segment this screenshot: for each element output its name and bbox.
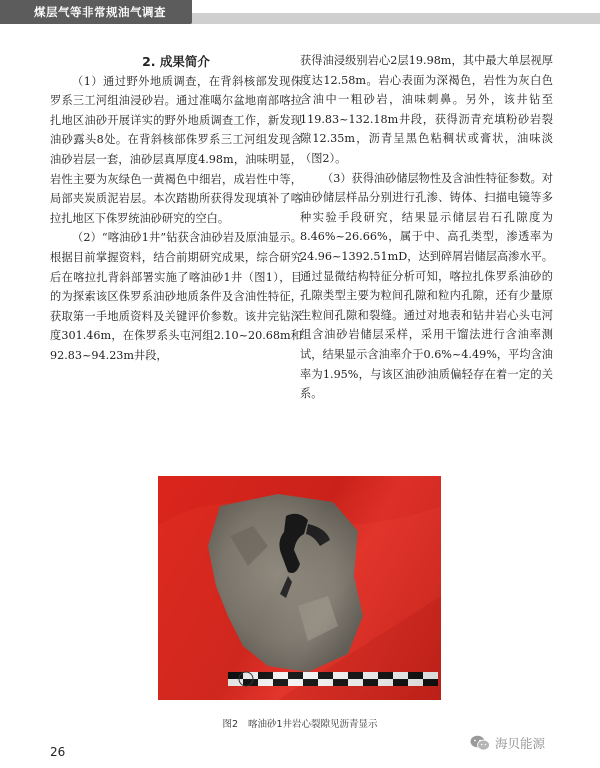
page-number: 26 <box>50 745 66 759</box>
running-header <box>0 0 600 24</box>
photo-shading <box>158 476 441 700</box>
watermark-text: 海贝能源 <box>495 736 546 751</box>
core-photo <box>158 476 441 700</box>
figure-caption <box>0 716 600 730</box>
paragraph-2-part1: （2）“喀油砂1井”钻获含油砂岩及原油显示。根据目前掌握资料，结合前期研究成果，综合研究后在喀拉扎背斜部署实施了喀油砂1井（图1），目的为探索该区侏罗系油砂地质条件及含油性特征，获取第一手地质资料及关键评价参数。该井完钻深度301.46m，在侏罗系头屯河组2.10~20.68m和92.83~94.23m井段， <box>50 231 302 362</box>
section-title: 2. 成果简介 <box>142 54 210 69</box>
figure-number: 图2 <box>222 719 238 730</box>
figure-caption-text: 喀油砂1井岩心裂隙见沥青显示 <box>248 719 378 730</box>
left-column <box>50 52 302 366</box>
right-column <box>300 51 553 404</box>
paragraph-1: （1）通过野外地质调查，在背斜核部发现侏罗系三工河组油浸砂岩。通过准噶尔盆地南部喀拉扎地区油砂开展详实的野外地质调查工作，新发现油砂露头8处。在背斜核部侏罗系三工河组发现含油砂岩层一套，油砂层真厚度4.98m，油味明显，岩性主要为灰绿色一黄褐色中细岩，成岩性中等，局部夹炭质泥岩层。本次踏勘所获得发现填补了喀拉扎地区下侏罗统油砂研究的空白。 <box>50 74 302 225</box>
paragraph-2-part2: 获得油浸级别岩心2层19.98m，其中最大单层视厚度达12.58m。岩心表面为深褐色，岩性为灰白色含油中一粗砂岩，油味刺鼻。另外，该井钻至119.83~132.18m井段，获得沥青充填粉砂岩裂隙12.35m，沥青呈黑色粘稠状或膏状，油味淡（图2）。 <box>300 54 553 165</box>
header-title: 煤层气等非常规油气调查 <box>34 5 166 19</box>
paragraph-3: （3）获得油砂储层物性及含油性特征参数。对油砂储层样品分别进行孔渗、铸体、扫描电镜等多种实验手段研究，结果显示储层岩石孔隙度为8.46%~26.66%，属于中、高孔类型，渗透率为24.96~1392.51mD，达到碎屑岩储层高渗水平。通过显微结构特征分析可知，喀拉扎侏罗系油砂的孔隙类型主要为粒间孔隙和粒内孔隙，还有少量原生粒间孔隙和裂缝。通过对地表和钻井岩心头屯河组含油砂岩储层采样，采用干馏法进行含油率测试，结果显示含油率介于0.6%~4.49%，平均含油率为1.95%，与该区油砂油质偏轻存在着一定的关系。 <box>300 171 553 401</box>
wechat-icon <box>470 735 490 751</box>
watermark <box>470 734 545 752</box>
